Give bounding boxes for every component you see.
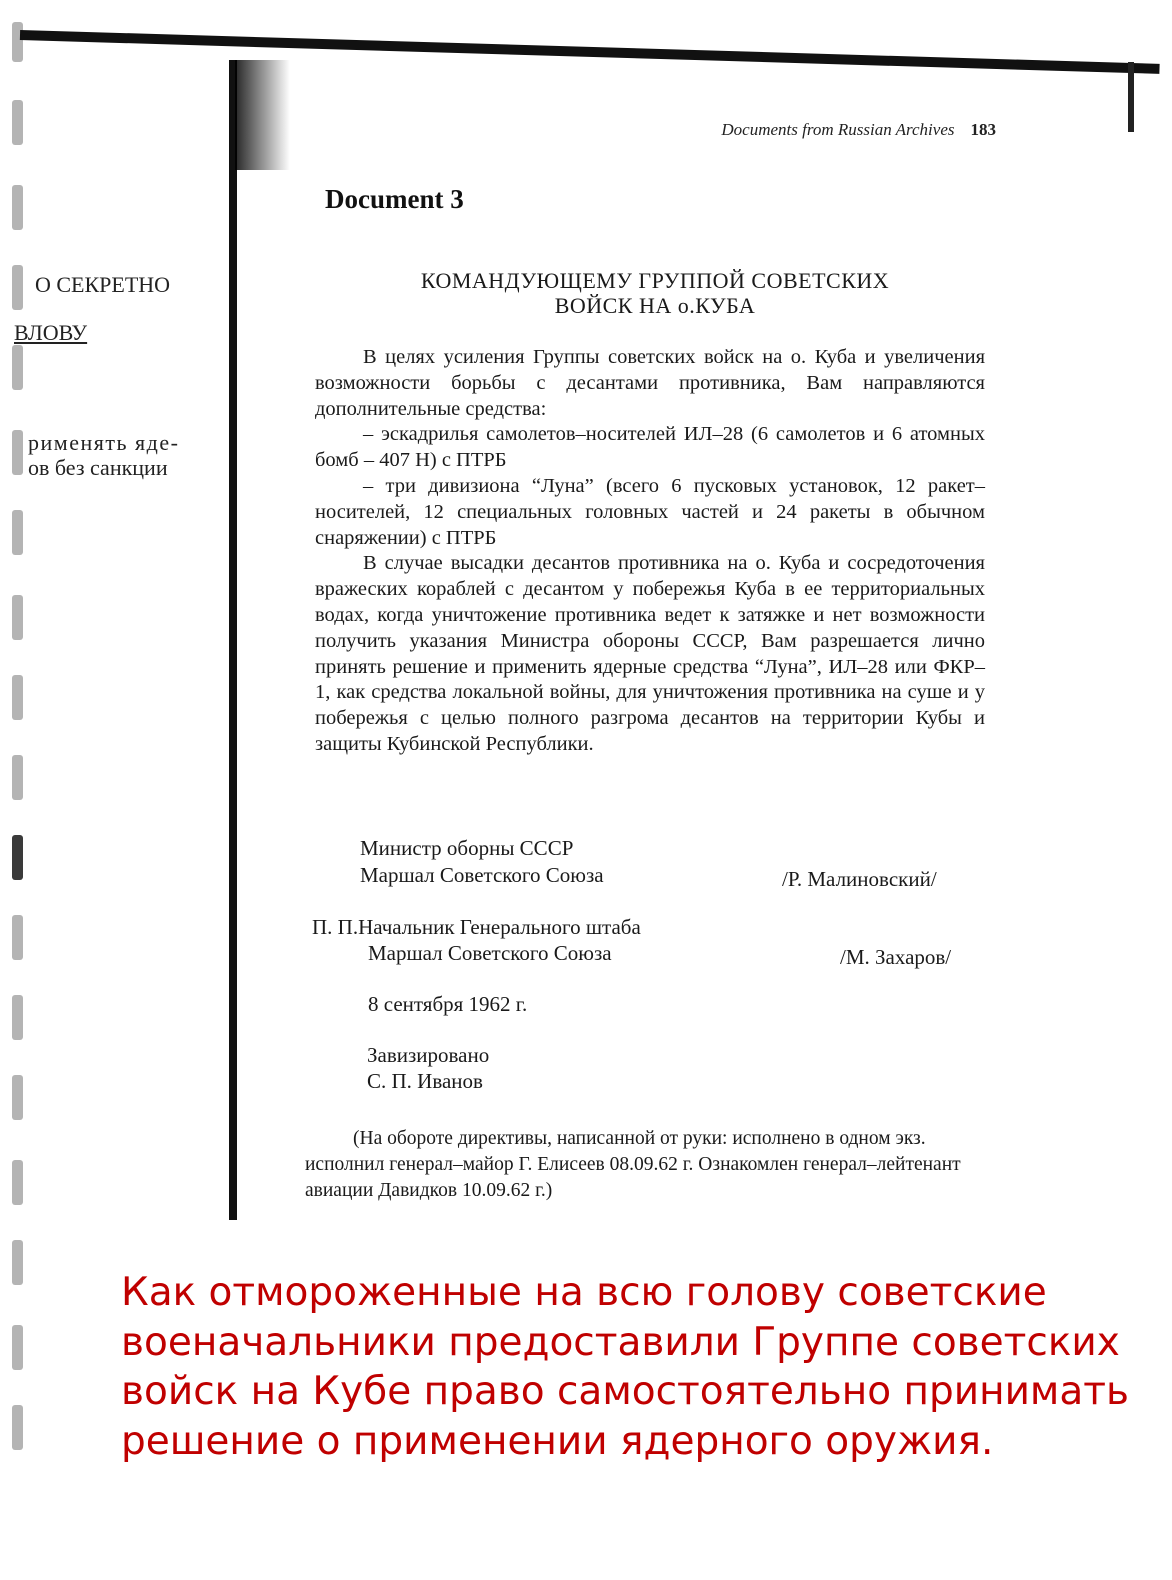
caption: Как отмороженные на всю голову советские военачальники предоставили Группе советских войск на Кубе право самостоятельно принимать решение о применении ядерного оружия.	[121, 1270, 1129, 1464]
chief-rank: Маршал Советского Союза	[368, 941, 612, 965]
left-fragment-word: ВЛОВУ	[14, 320, 88, 345]
page-number: 183	[970, 120, 996, 139]
verso-note-text: (На обороте директивы, написанной от руки: исполнено в одном экз. исполнил генерал–майор Г. Елисеев 08.09.62 г. Ознакомлен генерал–лейтенант авиации Давидков 10.09.62 г.)	[305, 1128, 961, 1201]
running-head-title: Documents from Russian Archives	[721, 120, 955, 139]
endorsed-label: Завизировано	[367, 1043, 490, 1067]
chief-name: /М. Захаров/	[840, 945, 952, 969]
spine-shadow	[235, 60, 290, 170]
minister-title: Министр оборны СССР	[360, 836, 574, 860]
endorsed-name: С. П. Иванов	[367, 1069, 483, 1093]
minister-rank: Маршал Советского Союза	[360, 863, 604, 887]
left-fragment-secret: О СЕКРЕТНО	[35, 272, 171, 297]
running-head	[721, 120, 996, 140]
document-heading: Document 3	[325, 184, 464, 214]
verso-note	[305, 1126, 977, 1204]
left-fragment-line1: рименять яде-	[28, 430, 180, 455]
left-page-fragment	[0, 0, 240, 1220]
book-spine	[229, 60, 237, 1220]
page-right-edge	[1128, 62, 1134, 132]
document-date: 8 сентября 1962 г.	[368, 992, 528, 1016]
body-paragraph: – три дивизиона “Луна” (всего 6 пусковых установок, 12 ракет–носителей, 12 специальных головных частей и 24 ракеты в обычном снаряжении) с ПТРБ	[315, 474, 985, 549]
minister-name: /Р. Малиновский/	[782, 867, 937, 891]
chief-title: П. П.Начальник Генерального штаба	[312, 915, 641, 939]
body-paragraph: В целях усиления Группы советских войск на о. Куба и увеличения возможности борьбы с десантами противника, Вам направляются дополнительные средства:	[315, 346, 985, 420]
addressee-line-1: КОМАНДУЮЩЕМУ ГРУППОЙ СОВЕТСКИХ	[420, 268, 890, 293]
body-paragraph: – эскадрилья самолетов–носителей ИЛ–28 (6 самолетов и 6 атомных бомб – 407 Н) с ПТРБ	[315, 423, 985, 472]
addressee-line-2: ВОЙСК НА о.КУБА	[554, 293, 756, 318]
addressee	[310, 268, 1000, 318]
body-paragraph: В случае высадки десантов противника на о. Куба и сосредоточения вражеских кораблей с десантом у побережья Куба в ее территориальных водах, когда уничтожение противника ведет к затяжке и нет возможности получить указания Министра обороны СССР, Вам разрешается лично принять решение и применить ядерные средства “Луна”, ИЛ–28 или ФКР–1, как средства локальной войны, для уничтожения противника на суше и у побережья с целью полного разгрома десантов на территории Кубы и защиты Кубинской Республики.	[315, 552, 985, 755]
left-fragment-line2: ов без санкции	[28, 455, 168, 480]
directive-body	[315, 345, 985, 758]
